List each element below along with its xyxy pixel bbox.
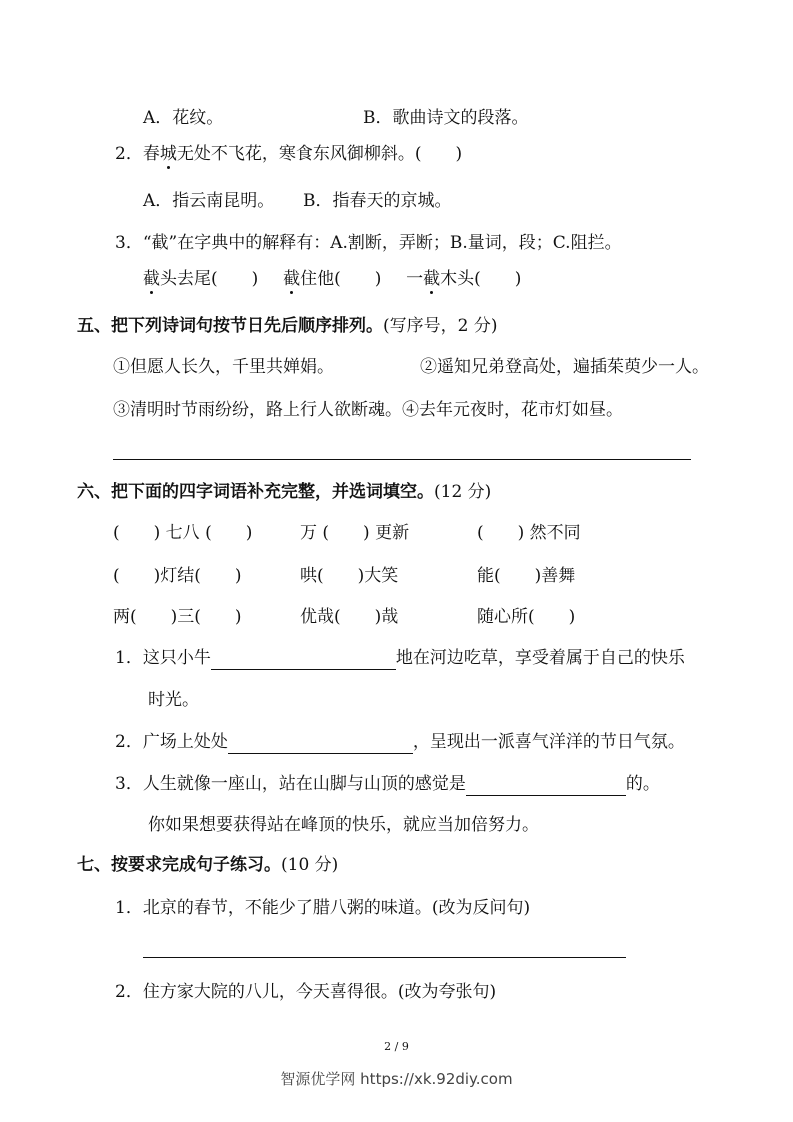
q5-sentence-1: ①但愿人长久，千里共婵娟。	[113, 357, 334, 377]
q4-item3: 3．“截”在字典中的解释有：A.割断，弄断；B.量词，段；C.阻拦。	[115, 233, 622, 253]
q4-item3-part2-rest: 住他( )	[300, 269, 382, 289]
q4-item3-parts	[143, 267, 521, 291]
q6-fill-3-pre: 人生就像一座山，站在山脚与山顶的感觉是	[142, 774, 466, 794]
q4-item2-pre: 春	[142, 144, 160, 164]
q6-fill-1-continued: 时光。	[148, 690, 199, 710]
q4-item2	[115, 142, 462, 166]
q4-item1-option-a: A．花纹。	[143, 108, 224, 128]
q7-heading	[77, 853, 338, 877]
q6-fill-3-post: 的。	[625, 774, 660, 794]
q4-item3-part3-pre: 一	[406, 269, 424, 289]
q6-row1-item1: ( ) 七八 ( )	[113, 523, 253, 543]
q4-item3-part2	[283, 269, 381, 289]
q6-row3-item2: 优哉( )哉	[300, 607, 399, 627]
q6-note: (12 分)	[434, 482, 492, 502]
q5-note: (写序号，2 分)	[383, 316, 498, 336]
q6-row3-item1: 两( )三( )	[113, 607, 242, 627]
q7-item-1-answer-line[interactable]	[143, 957, 626, 958]
q4-item2-option-a: A．指云南昆明。	[143, 191, 275, 211]
q5-answer-line[interactable]	[113, 459, 691, 460]
q6-fill-2	[115, 730, 685, 754]
q6-title: 六、把下面的四字词语补充完整，并选词填空。	[77, 482, 434, 502]
q4-item1-option-b: B．歌曲诗文的段落。	[363, 108, 529, 128]
q5-title: 五、把下列诗词句按节日先后顺序排列。	[77, 316, 383, 336]
q6-fill-2-blank[interactable]	[228, 735, 413, 754]
q6-row3-item3: 随心所( )	[477, 607, 576, 627]
q6-fill-3	[115, 772, 660, 796]
q7-item-2: 2．住方家大院的八儿，今天喜得很。(改为夸张句)	[115, 982, 497, 1002]
q5-sentence-2: ②遥知兄弟登高处，遍插茱萸少一人。	[420, 357, 709, 377]
q6-row2-item2: 哄( )大笑	[300, 566, 399, 586]
q6-fill-2-pre: 广场上处处	[142, 732, 228, 752]
q5-heading	[77, 314, 497, 338]
q4-item3-part3	[406, 269, 521, 289]
q4-item2-number: 2．	[115, 144, 143, 164]
q4-item3-part1-rest: 头去尾( )	[160, 269, 259, 289]
q4-item3-part3-dotted-char: 截	[423, 269, 441, 289]
page-number: 2 / 9	[384, 1040, 409, 1053]
q7-note: (10 分)	[281, 855, 339, 875]
q4-item3-part3-rest: 木头( )	[440, 269, 522, 289]
q4-item2-post: 无处不飞花，寒食东风御柳斜。( )	[176, 144, 463, 164]
q6-fill-3-blank[interactable]	[466, 777, 626, 796]
q4-item2-option-b: B．指春天的京城。	[303, 191, 452, 211]
q6-fill-3-continued: 你如果想要获得站在峰顶的快乐，就应当加倍努力。	[148, 815, 539, 835]
q6-fill-1-number: 1．	[115, 648, 143, 668]
q6-fill-1-pre: 这只小牛	[142, 648, 211, 668]
q6-fill-2-number: 2．	[115, 732, 143, 752]
q6-fill-3-number: 3．	[115, 774, 143, 794]
q4-item3-part2-dotted-char: 截	[283, 269, 301, 289]
q6-row2-item3: 能( )善舞	[477, 566, 576, 586]
site-watermark: 智源优学网 https://xk.92diy.com	[280, 1070, 513, 1088]
q6-row2-item1: ( )灯结( )	[113, 566, 242, 586]
q6-row1-item2: 万 ( ) 更新	[300, 523, 410, 543]
q4-item3-part1	[143, 269, 258, 289]
q7-title: 七、按要求完成句子练习。	[77, 855, 281, 875]
q6-fill-1-post: 地在河边吃草，享受着属于自己的快乐	[395, 648, 685, 668]
q6-fill-1-blank[interactable]	[211, 651, 396, 670]
q5-sentence-3: ③清明时节雨纷纷，路上行人欲断魂。④去年元夜时，花市灯如昼。	[113, 400, 623, 420]
q6-heading	[77, 480, 491, 504]
q7-item-1: 1．北京的春节，不能少了腊八粥的味道。(改为反问句)	[115, 898, 531, 918]
q6-fill-1	[115, 646, 685, 670]
q6-fill-2-post: ，呈现出一派喜气洋洋的节日气氛。	[412, 732, 685, 752]
q6-row1-item3: ( ) 然不同	[477, 523, 581, 543]
q4-item2-dotted-char: 城	[159, 144, 177, 164]
q4-item3-part1-dotted-char: 截	[143, 269, 160, 289]
